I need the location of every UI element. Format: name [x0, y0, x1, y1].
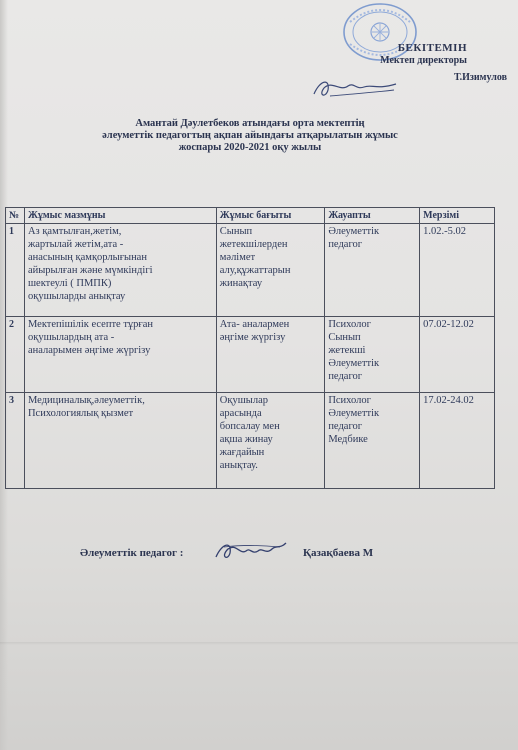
- row-term: 1.02.-5.02: [420, 224, 495, 317]
- direction-line: жинақтау: [219, 278, 263, 289]
- table-row: [6, 224, 495, 317]
- responsible-line: Әлеуметтік: [328, 226, 380, 237]
- direction-line: анықтау.: [219, 460, 258, 471]
- footer-signer-name: Қазақбаева М: [303, 547, 374, 559]
- direction-line: жағдайын: [219, 447, 265, 458]
- responsible-line: жетекші: [328, 345, 366, 356]
- header-content: Жұмыс мазмұны: [24, 208, 216, 224]
- content-line: айырылған және мүмкіндігі: [27, 265, 153, 276]
- title-line-3: жоспары 2020-2021 оқу жылы: [178, 142, 322, 153]
- title-line-1: Амантай Дәулетбеков атындағы орта мектептің: [135, 118, 365, 129]
- director-signature: [310, 72, 400, 104]
- responsible-line: педагог: [328, 371, 363, 382]
- row-content: [24, 317, 216, 393]
- row-responsible: [325, 224, 420, 317]
- responsible-line: педагог: [328, 239, 363, 250]
- row-term: 17.02-24.02: [420, 393, 495, 489]
- header-direction: Жұмыс бағыты: [216, 208, 325, 224]
- responsible-line: Психолог: [328, 395, 371, 406]
- paper-fold-shadow: [0, 642, 518, 645]
- content-line: Психологиялық қызмет: [27, 408, 134, 419]
- direction-line: бопсалау мен: [219, 421, 280, 432]
- work-plan-table: [5, 207, 495, 489]
- social-pedagogue-signature: [210, 533, 290, 569]
- direction-line: Ата- аналармен: [219, 319, 290, 330]
- content-line: шектеулі ( ПМПК): [27, 278, 112, 289]
- row-direction: [216, 317, 325, 393]
- direction-line: алу,құжаттарын: [219, 265, 291, 276]
- direction-line: мәлімет: [219, 252, 256, 263]
- responsible-line: Сынып: [328, 332, 361, 343]
- direction-line: Оқушылар: [219, 395, 268, 406]
- responsible-line: Әлеуметтік: [328, 408, 380, 419]
- row-responsible: [325, 317, 420, 393]
- direction-line: Сынып: [219, 226, 253, 237]
- table-row: [6, 393, 495, 489]
- content-line: оқушыларды анықтау: [27, 291, 126, 302]
- header-term: Мерзімі: [420, 208, 495, 224]
- header-responsible: Жауапты: [325, 208, 420, 224]
- footer-role-label: Әлеуметтік педагог :: [80, 547, 184, 559]
- content-line: жартылай жетім,ата -: [27, 239, 124, 250]
- row-responsible: [325, 393, 420, 489]
- row-number: 3: [6, 393, 25, 489]
- document-title: [30, 118, 470, 154]
- table-header-row: [6, 208, 495, 224]
- responsible-line: Медбике: [328, 434, 368, 445]
- header-number: №: [6, 208, 25, 224]
- row-number: 1: [6, 224, 25, 317]
- row-term: 07.02-12.02: [420, 317, 495, 393]
- content-line: анасының қамқорлығынан: [27, 252, 147, 263]
- row-direction: [216, 393, 325, 489]
- approval-heading: БЕКІТЕМІН: [397, 42, 467, 54]
- content-line: Мектепішілік есепте тұрған: [27, 319, 153, 330]
- responsible-line: Әлеуметтік: [328, 358, 380, 369]
- content-line: аналарымен әңгіме жүргізу: [27, 345, 151, 356]
- responsible-line: педагог: [328, 421, 363, 432]
- direction-line: арасында: [219, 408, 262, 419]
- title-line-2: әлеуметтік педагогтың ақпан айындағы атқарылатын жұмыс: [102, 130, 398, 141]
- direction-line: әңгіме жүргізу: [219, 332, 286, 343]
- responsible-line: Психолог: [328, 319, 371, 330]
- content-line: Медициналық,әлеуметтік,: [27, 395, 145, 406]
- table-row: [6, 317, 495, 393]
- director-title: Мектеп директоры: [380, 55, 467, 66]
- row-content: [24, 393, 216, 489]
- direction-line: ақша жинау: [219, 434, 273, 445]
- direction-line: жетекшілерден: [219, 239, 288, 250]
- director-name: Т.Изимулов: [453, 72, 507, 83]
- content-line: Аз қамтылған,жетім,: [27, 226, 122, 237]
- row-direction: [216, 224, 325, 317]
- row-content: [24, 224, 216, 317]
- content-line: оқушылардың ата -: [27, 332, 115, 343]
- row-number: 2: [6, 317, 25, 393]
